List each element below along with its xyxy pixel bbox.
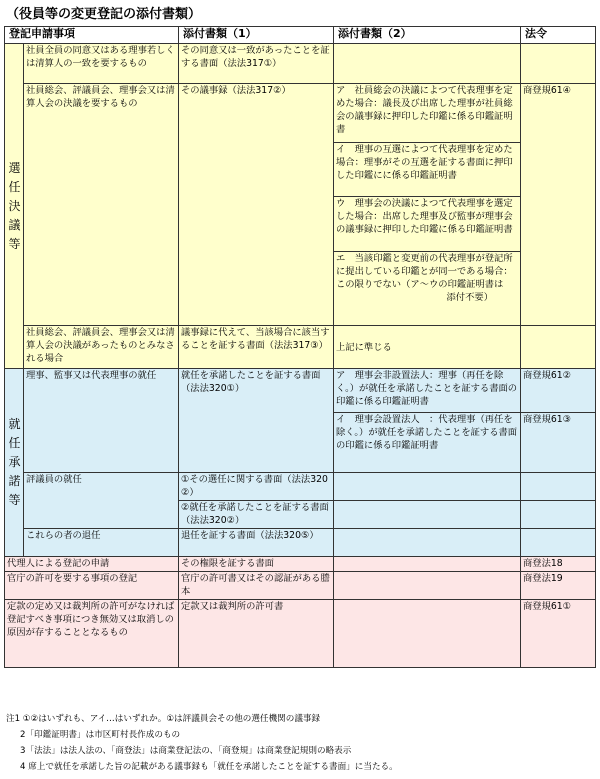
doc1-cell: その同意又は一致があったことを証する書面（法法317①） (179, 44, 334, 84)
note-4: 4 席上で就任を承諾した旨の記載がある議事録も「就任を承諾したことを証する書面」に当たる。 (20, 762, 398, 772)
note-3: 3「法法」は法人法の、「商登法」は商業登記法の、「商登規」は商業登記規則の略表示 (20, 746, 352, 756)
law-cell: 商登法19 (521, 572, 596, 600)
note-1: 注1 ①②はいずれも、アイ…はいずれか。①は評議員会その他の選任機関の議事録 (6, 714, 321, 724)
item-cell: 評議員の就任 (24, 473, 179, 529)
note-2: 2「印鑑証明書」は市区町村長作成のもの (20, 730, 181, 740)
law-cell: 商登法18 (521, 557, 596, 572)
law-cell (521, 44, 596, 84)
header-doc2: 添付書類（2） (334, 27, 521, 44)
doc2-cell: 上記に準じる (334, 326, 521, 369)
page-title: （役員等の変更登記の添付書類） (6, 7, 202, 22)
doc1-cell-a: ①その選任に関する書面（法法320②） (179, 473, 334, 501)
doc1-cell: 定款又は裁判所の許可書 (179, 600, 334, 668)
header-item: 登記申請事項 (5, 27, 179, 44)
doc2-cell-c: ウ 理事会の決議によつて代表理事を選定した場合：出席した理事及び監事が理事会の議事録に押印した印鑑に係る印鑑証明書 (334, 197, 521, 252)
section-senin: 選任決議等 (5, 44, 24, 369)
doc1-cell-b: ②就任を承諾したことを証する書面（法法320②） (179, 501, 334, 529)
section-shunin: 就任承諾等 (5, 369, 24, 557)
doc1-cell: その権限を証する書面 (179, 557, 334, 572)
doc2-text-d-end: 添付不要） (446, 292, 493, 303)
item-cell: 代理人による登記の申請 (5, 557, 179, 572)
item-cell: これらの者の退任 (24, 529, 179, 557)
doc2-cell-a: ア 社員総会の決議によつて代表理事を定めた場合：議長及び出席した理事が社員総会の議事録に押印した印鑑に係る印鑑証明書 (334, 84, 521, 143)
header-law: 法令 (521, 27, 596, 44)
doc2-cell-d (334, 252, 521, 326)
doc2-cell-b: イ 理事会設置法人 ：代表理事（再任を除く。）が就任を承諾したことを証する書面の印鑑に係る印鑑証明書 (334, 413, 521, 473)
doc2-cell-b: イ 理事の互選によつて代表理事を定めた場合：理事がその互選を証する書面に押印した印鑑にに係る印鑑証明書 (334, 143, 521, 197)
law-cell: 商登規61① (521, 600, 596, 668)
law-cell-b: 商登規61③ (521, 413, 596, 473)
doc1-cell: その議事録（法法317②） (179, 84, 334, 326)
law-cell (521, 326, 596, 369)
law-cell: 商登規61④ (521, 84, 596, 326)
doc2-text-d: エ 当該印鑑と変更前の代表理事が登記所に提出している印鑑とが同一である場合：この限りでない（ア～ウの印鑑証明書は (336, 253, 513, 290)
doc1-cell: 就任を承諾したことを証する書面（法法320①） (179, 369, 334, 473)
item-cell: 社員全員の同意又はある理事若しくは清算人の一致を要するもの (24, 44, 179, 84)
doc2-cell-a: ア 理事会非設置法人：理事（再任を除く。）が就任を承諾したことを証する書面の印鑑に係る印鑑証明書 (334, 369, 521, 413)
attachment-table (4, 26, 596, 668)
footnotes (6, 711, 398, 775)
item-cell: 社員総会、評議員会、理事会又は清算人会の決議を要するもの (24, 84, 179, 326)
item-cell: 理事、監事又は代表理事の就任 (24, 369, 179, 473)
doc2-cell (334, 44, 521, 84)
item-cell: 定款の定め又は裁判所の許可がなければ登記すべき事項につき無効又は取消しの原因が存することとなるもの (5, 600, 179, 668)
item-cell: 社員総会、評議員会、理事会又は清算人会の決議があったものとみなされる場合 (24, 326, 179, 369)
doc1-cell: 官庁の許可書又はその認証がある謄本 (179, 572, 334, 600)
item-cell: 官庁の許可を要する事項の登記 (5, 572, 179, 600)
law-cell-a: 商登規61② (521, 369, 596, 413)
header-doc1: 添付書類（1） (179, 27, 334, 44)
doc1-cell: 議事録に代えて、当該場合に該当することを証する書面（法法317③） (179, 326, 334, 369)
doc1-cell: 退任を証する書面（法法320⑤） (179, 529, 334, 557)
